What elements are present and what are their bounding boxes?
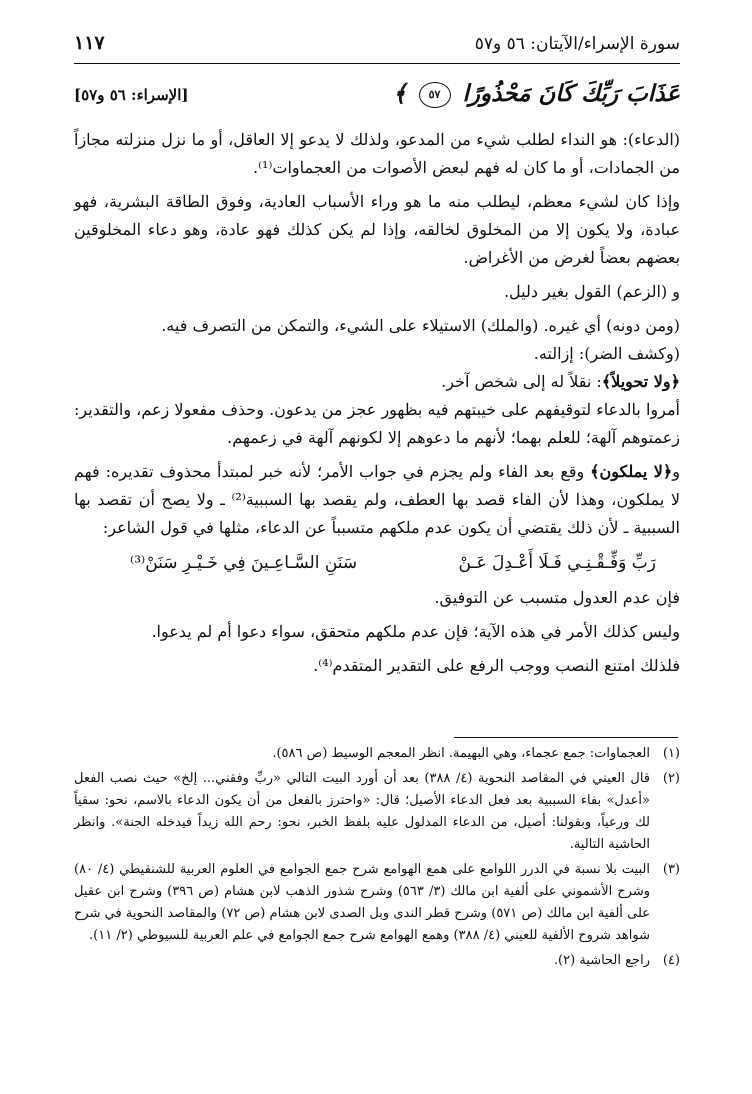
footnote-text: قال العيني في المقاصد النحوية (٤/ ٣٨٨) بعد أن أورد البيت التالي «ربِّ وفقني... إلخ» حيث نصب الفعل «أعدل» بفاء السببية بعد فعل الدعاء الأصيل؛ قال: «واحترز بالفعل من أن يكون الدعاء بالاسم، نحو: سقياً لك ورعياً، وبقولنا: أصيل، من الدعاء المدلول عليه بلفظ الخبر، نحو: رحم الله زيداً فيدخله الجنة». وانظر الحاشية التالية. [74, 771, 650, 852]
commentary-body [74, 126, 680, 686]
footnotes [74, 743, 680, 975]
footnote-text: راجع الحاشية (٢). [553, 953, 650, 968]
term-explanation: : نقلاً له إلى شخص آخر. [441, 372, 602, 391]
ayah-number-marker: ٥٧ [419, 82, 451, 108]
paragraph-min-dunihi: (ومن دونه) أي غيره. (والملك) الاستيلاء على الشيء، والتمكن من التصرف فيه. [161, 316, 680, 335]
footnote [74, 950, 680, 972]
verse-line [74, 78, 680, 118]
verse-reference: [الإسراء: ٥٦ و٥٧] [74, 86, 189, 104]
paragraph-laysa-kadhalik: وليس كذلك الأمر في هذه الآية؛ فإن عدم ملكهم متحقق، سواء دعوا أم لم يدعوا. [151, 622, 680, 641]
paragraph-lead: و [672, 462, 680, 481]
footnote-number: (٢) [662, 771, 680, 786]
footnote-number: (١) [662, 746, 680, 761]
paragraph-tawfiq: فإن عدم العدول متسبب عن التوفيق. [434, 588, 680, 607]
quran-term: ﴿ولا تحويلاً﴾ [601, 372, 680, 391]
page-header [74, 30, 680, 60]
paragraph-conclusion: فلذلك امتنع النصب ووجب الرفع على التقدير المتقدم⁽⁴⁾. [313, 656, 680, 675]
footnote-text: البيت بلا نسبة في الدرر اللوامع على همع الهوامع شرح جمع الجوامع في العلوم العربية للشنقيطي (٤/ ٨٠) وشرح الأشموني على ألفية ابن مالك (٣/ ٥٦٣) وشرح شذور الذهب لابن هشام (ص ٣٩٦) وشرح ابن عقيل على ألفية ابن مالك (ص ٥٧١) وشرح قطر الندى وبل الصدى لابن هشام (ص ٧٢) والمقاصد النحوية في شرح شواهد شروح الألفية للعيني (٤/ ٣٨٨) وهمع الهوامع شرح جمع الجوامع في علم العربية للسيوطي (٢/ ١١). [74, 862, 651, 943]
footnote-number: (٣) [662, 862, 680, 877]
page-number: ١١٧ [74, 32, 105, 54]
paragraph-zaam: و (الزعم) القول بغير دليل. [503, 282, 680, 301]
verse-text: عَذَابَ رَبِّكَ كَانَ مَحْذُورًا [462, 80, 680, 107]
footnote-text: العجماوات: جمع عجماء، وهي البهيمة. انظر المعجم الوسيط (ص ٥٨٦). [272, 746, 650, 761]
footnote-rule [454, 737, 678, 738]
footnote [74, 859, 680, 947]
footnote [74, 743, 680, 765]
paragraph-tahwil [74, 368, 680, 396]
paragraph-kashf-al-durr: (وكشف الضر): إزالته. [533, 344, 680, 363]
running-title: سورة الإسراء/الآيتان: ٥٦ و٥٧ [474, 34, 680, 54]
footnote [74, 768, 680, 856]
quran-verse [393, 80, 680, 108]
poem-verse [74, 548, 680, 578]
header-rule [74, 63, 680, 64]
quran-term: ﴿لا يملكون﴾ [590, 462, 673, 481]
verse-end-bracket: ﴾ [393, 80, 407, 107]
paragraph-dua-definition: (الدعاء): هو النداء لطلب شيء من المدعو، ولذلك لا يدعو إلا العاقل، أو ما نزل منزلته مجازاً من الجمادات، أو ما كان له فهم لبعض الأصوات من العجماوات⁽¹⁾. [74, 130, 680, 177]
paragraph-la-yamlikun [74, 458, 680, 542]
paragraph-amr-bil-dua: أمروا بالدعاء لتوقيفهم على خيبتهم فيه بظهور عجز من يدعون. وحذف مفعولا زعم، والتقدير: زعمتوهم آلهة؛ للعلم بهما؛ لأنهم ما دعوهم إلا لكونهم آلهة في زعمهم. [74, 400, 680, 447]
poem-second-hemistich: سَنَنِ السَّـاعِـينَ فِي خَـيْـرِ سَنَنْ⁽³⁾ [130, 553, 358, 573]
grammar-explanation: وقع بعد الفاء ولم يجزم في جواب الأمر؛ لأنه خبر لمبتدأ محذوف تقديره: فهم لا يملكون، وهذا لأن الفاء قصد بها العطف، ولم يقصد بها السببية⁽²⁾ ـ ولا يصح أن تقصد بها السببية ـ لأن ذلك يقتضي أن يكون عدم ملكهم متسبباً عن الدعاء، مثلها في قول الشاعر: [74, 462, 681, 537]
poem-first-hemistich: رَبِّ وَفِّـقْـنِـي فَـلَا أَعْـدِلَ عَـنْ [458, 553, 656, 573]
paragraph-worship: وإذا كان لشيء معظم، ليطلب منه ما هو وراء الأسباب العادية، وفوق الطاقة البشرية، فهو عبادة، ولا يكون إلا من المخلوق لخالقه، وإذا لم يكن كذلك فهو عادة، وهو دعاء المخلوقين بعضهم بعضاً لغرض من الأغراض. [74, 192, 680, 267]
footnote-number: (٤) [662, 953, 680, 968]
